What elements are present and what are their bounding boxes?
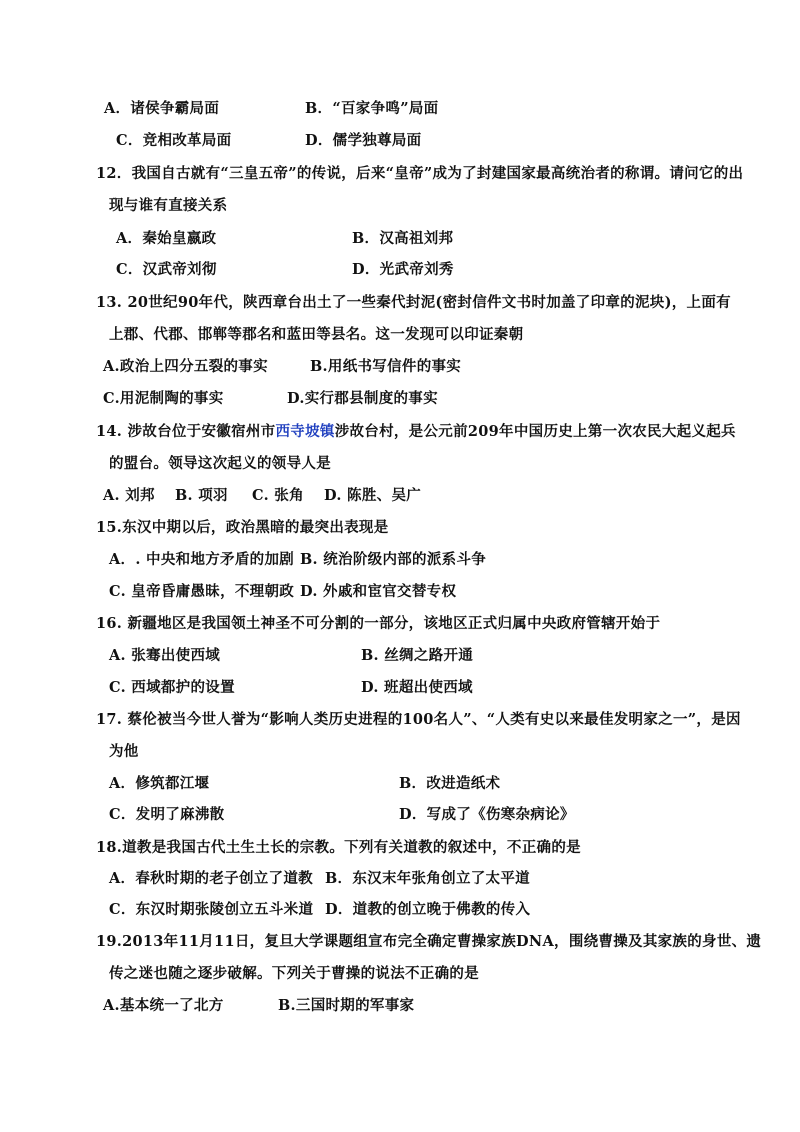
q15-option-d: D. 外戚和宦官交替专权 <box>300 583 457 600</box>
q17-option-a: A．修筑都江堰 <box>109 775 210 792</box>
q17-option-b: B．改进造纸术 <box>399 775 501 792</box>
q15-option-a: A．. 中央和地方矛盾的加剧 <box>109 551 295 568</box>
q11-option-d: D．儒学独尊局面 <box>305 132 422 149</box>
q19-option-b: B.三国时期的军事家 <box>278 997 415 1014</box>
q16-option-b: B. 丝绸之路开通 <box>361 647 474 664</box>
q16-option-c: C. 西域都护的设置 <box>109 679 235 696</box>
q18-option-d: D．道教的创立晚于佛教的传入 <box>325 901 531 918</box>
q13-option-b: B.用纸书写信件的事实 <box>310 358 462 375</box>
q13-stem-line-1: 13. 20世纪90年代，陕西章台出土了一些秦代封泥(密封信件文书时加盖了印章的泥块)，上面有 <box>96 294 731 311</box>
q19-stem-line-1: 19.2013年11月11日，复旦大学课题组宣布完全确定曹操家族DNA，围绕曹操及其家族的身世、遗 <box>96 933 762 950</box>
q14-stem-prefix: 14. 涉故台位于安徽宿州市 <box>96 423 276 440</box>
q15-stem-line-1: 15.东汉中期以后，政治黑暗的最突出表现是 <box>96 519 389 536</box>
q13-stem-line-2: 上郡、代郡、邯郸等郡名和蓝田等县名。这一发现可以印证秦朝 <box>109 326 524 343</box>
q17-stem-line-2: 为他 <box>109 743 139 760</box>
q12-stem-line-1: 12．我国自古就有“三皇五帝”的传说，后来“皇帝”成为了封建国家最高统治者的称谓。请问它的出 <box>96 165 744 182</box>
q13-option-a: A.政治上四分五裂的事实 <box>103 358 268 375</box>
q16-option-a: A. 张骞出使西域 <box>109 647 221 664</box>
q18-stem-line-1: 18.道教是我国古代土生土长的宗教。下列有关道教的叙述中，不正确的是 <box>96 839 581 856</box>
q13-option-d: D.实行郡县制度的事实 <box>287 390 438 407</box>
q11-option-a: A．诸侯争霸局面 <box>104 100 220 117</box>
q11-option-b: B．“百家争鸣”局面 <box>305 100 439 117</box>
q18-option-c: C．东汉时期张陵创立五斗米道 <box>109 901 314 918</box>
q17-stem-line-1: 17. 蔡伦被当今世人誉为“影响人类历史进程的100名人”、“人类有史以来最佳发明家之一”，是因 <box>96 711 741 728</box>
q13-option-c: C.用泥制陶的事实 <box>103 390 224 407</box>
q17-option-d: D．写成了《伤寒杂病论》 <box>399 806 575 823</box>
xisipo-town-link[interactable]: 西寺坡镇 <box>275 423 335 440</box>
q17-option-c: C．发明了麻沸散 <box>109 806 225 823</box>
q14-stem-line-1 <box>96 420 736 441</box>
q19-option-a: A.基本统一了北方 <box>103 997 224 1014</box>
q14-option-c: C. 张角 <box>252 487 304 504</box>
q16-option-d: D. 班超出使西域 <box>361 679 473 696</box>
q14-option-d: D. 陈胜、吴广 <box>324 487 422 504</box>
q18-option-b: B．东汉末年张角创立了太平道 <box>325 870 530 887</box>
q15-option-b: B. 统治阶级内部的派系斗争 <box>300 551 487 568</box>
q14-stem-suffix: 涉故台村，是公元前209年中国历史上第一次农民大起义起兵 <box>334 423 736 440</box>
q11-option-c: C．竞相改革局面 <box>116 132 232 149</box>
q14-stem-line-2: 的盟台。领导这次起义的领导人是 <box>109 455 331 472</box>
q12-option-b: B．汉高祖刘邦 <box>352 230 454 247</box>
q14-option-a: A. 刘邦 <box>103 487 155 504</box>
q15-option-c: C. 皇帝昏庸愚昧，不理朝政 <box>109 583 295 600</box>
q19-stem-line-2: 传之迷也随之逐步破解。下列关于曹操的说法不正确的是 <box>109 965 479 982</box>
q12-option-c: C．汉武帝刘彻 <box>116 261 217 278</box>
q14-option-b: B. 项羽 <box>175 487 228 504</box>
q12-stem-line-2: 现与谁有直接关系 <box>109 197 228 214</box>
q12-option-a: A．秦始皇嬴政 <box>116 230 217 247</box>
q12-option-d: D．光武帝刘秀 <box>352 261 454 278</box>
q18-option-a: A．春秋时期的老子创立了道教 <box>109 870 313 887</box>
q16-stem-line-1: 16. 新疆地区是我国领土神圣不可分割的一部分，该地区正式归属中央政府管辖开始于 <box>96 615 661 632</box>
